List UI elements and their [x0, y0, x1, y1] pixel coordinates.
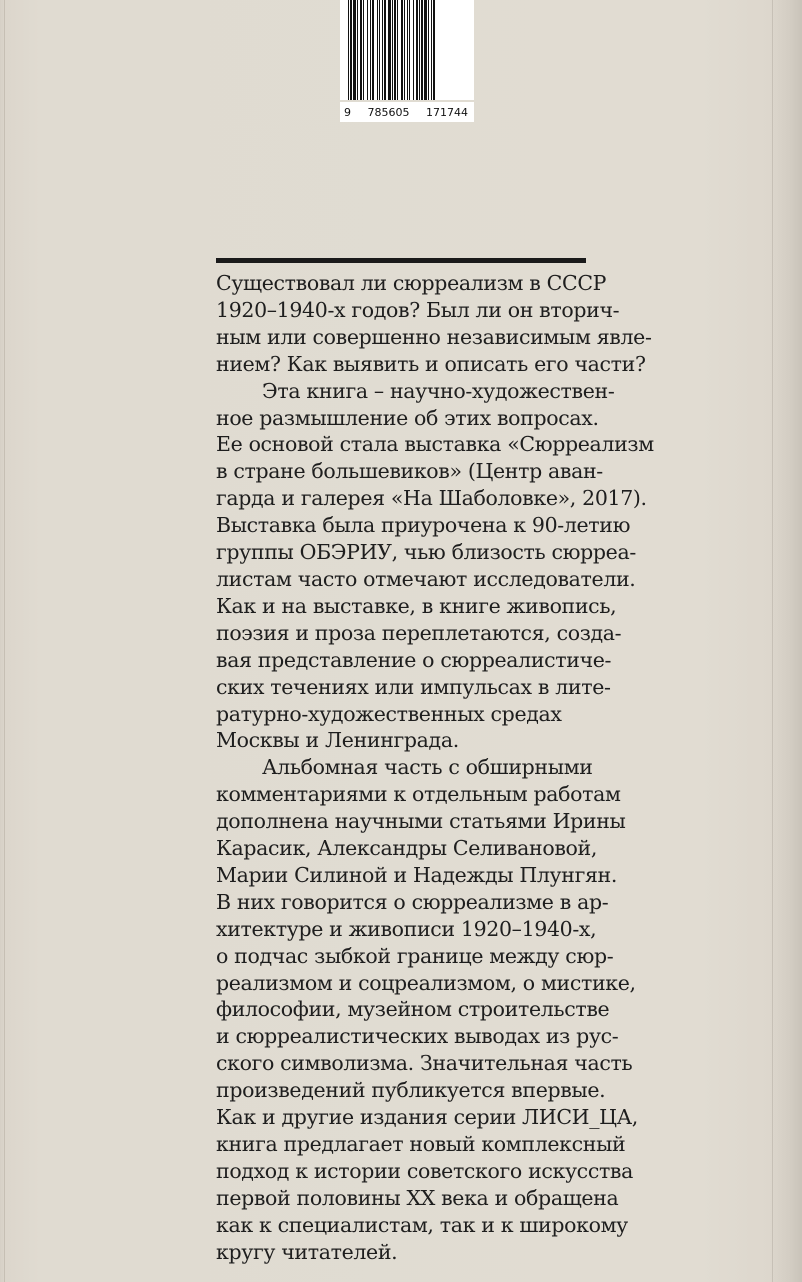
text-line: вая представление о сюрреалистиче-	[216, 647, 612, 672]
barcode-bar	[377, 0, 378, 100]
barcode-bar	[360, 0, 362, 100]
text-line: о подчас зыбкой границе между сюр-	[216, 943, 614, 968]
text-line: гарда и галерея «На Шаболовке», 2017).	[216, 486, 647, 511]
barcode-bar	[416, 0, 418, 100]
text-line: Карасик, Александры Селивановой,	[216, 836, 597, 861]
text-line: ских течениях или импульсах в лите-	[216, 674, 611, 699]
spine-edge-right	[772, 0, 773, 1282]
text-line: первой половины XX века и обращена	[216, 1185, 619, 1210]
paragraph-3	[216, 754, 656, 1265]
text-line: листам часто отмечают исследователи.	[216, 566, 636, 591]
barcode-digits	[340, 102, 474, 122]
text-line: В них говорится о сюрреализме в ар-	[216, 889, 609, 914]
barcode-bar	[372, 0, 374, 100]
text-line: дополнена научными статьями Ирины	[216, 809, 626, 834]
barcode-bar	[357, 0, 358, 100]
text-line: Ее основой стала выставка «Сюрреализм	[216, 432, 654, 457]
barcode-bar	[407, 0, 408, 100]
barcode-bar	[392, 0, 393, 100]
book-annotation	[216, 270, 656, 1266]
barcode-bar	[363, 0, 364, 100]
barcode-digit-prefix: 9	[344, 105, 351, 119]
barcode-bar	[413, 0, 414, 100]
barcode-bar	[379, 0, 380, 100]
barcode-bar	[384, 0, 386, 100]
barcode-bar	[431, 0, 432, 100]
barcode-bar	[367, 0, 368, 100]
barcode-bar	[382, 0, 383, 100]
barcode-bar	[424, 0, 427, 100]
text-line: ратурно-художественных средах	[216, 701, 562, 726]
text-line: Москвы и Ленинграда.	[216, 728, 459, 753]
text-line: Выставка была приурочена к 90-летию	[216, 513, 631, 538]
text-line: нием? Как выявить и описать его части?	[216, 351, 646, 376]
barcode-bar	[348, 0, 349, 100]
barcode-bar	[419, 0, 420, 100]
text-line: Эта книга – научно-художествен-	[262, 378, 615, 403]
text-line: реализмом и соцреализмом, о мистике,	[216, 970, 636, 995]
text-line: и сюрреалистических выводах из рус-	[216, 1024, 619, 1049]
text-line: ное размышление об этих вопросах.	[216, 405, 599, 430]
barcode-bar	[428, 0, 429, 100]
barcode-bar	[370, 0, 371, 100]
paragraph-1	[216, 270, 656, 378]
barcode-digit-group-2: 171744	[426, 105, 468, 119]
text-line: подход к истории советского искусства	[216, 1158, 633, 1183]
text-line: поэзия и проза переплетаются, созда-	[216, 620, 622, 645]
text-line: комментариями к отдельным работам	[216, 782, 621, 807]
spine-edge-left	[4, 0, 5, 1282]
barcode-bar	[404, 0, 405, 100]
text-line: в стране большевиков» (Центр аван-	[216, 459, 603, 484]
text-line: как к специалистам, так и к широкому	[216, 1212, 628, 1237]
barcode-bar	[388, 0, 391, 100]
text-line: ным или совершенно независимым явле-	[216, 324, 652, 349]
text-line: хитектуре и живописи 1920–1940-х,	[216, 916, 597, 941]
barcode-bars	[348, 0, 466, 100]
text-line: Как и на выставке, в книге живопись,	[216, 593, 617, 618]
barcode-bar	[394, 0, 396, 100]
barcode-bar	[421, 0, 423, 100]
barcode-bar	[409, 0, 410, 100]
text-line: Как и другие издания серии ЛИСИ_ЦА,	[216, 1105, 638, 1130]
text-line: 1920–1940-х годов? Был ли он вторич-	[216, 297, 620, 322]
barcode-bar	[397, 0, 398, 100]
text-line: Существовал ли сюрреализм в СССР	[216, 271, 607, 295]
barcode	[340, 0, 474, 100]
barcode-bar	[350, 0, 352, 100]
paragraph-2	[216, 378, 656, 755]
top-rule	[216, 258, 586, 263]
text-line: философии, музейном строительстве	[216, 997, 610, 1022]
text-line: ского символизма. Значительная часть	[216, 1051, 633, 1076]
barcode-digit-group-1: 785605	[367, 105, 410, 119]
barcode-bar	[353, 0, 356, 100]
text-line: произведений публикуется впервые.	[216, 1078, 606, 1103]
text-line: Марии Силиной и Надежды Плунгян.	[216, 862, 618, 887]
text-line: группы ОБЭРИУ, чью близость сюрреа-	[216, 540, 636, 565]
text-line: книга предлагает новый комплексный	[216, 1132, 626, 1156]
barcode-bar	[433, 0, 435, 100]
barcode-bar	[401, 0, 403, 100]
text-line: Альбомная часть с обширными	[262, 755, 593, 780]
text-line: кругу читателей.	[216, 1239, 398, 1264]
